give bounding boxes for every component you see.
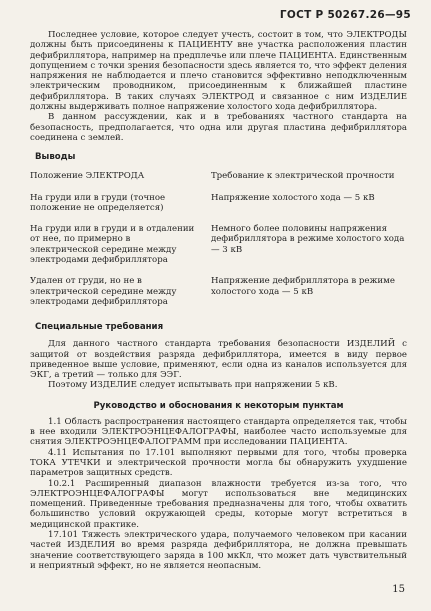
table-row [30,193,407,225]
col-header-requirement: Требование к электрической прочности [210,171,395,182]
standard-header: ГОСТ Р 50267.26—95 [279,9,411,21]
guide-paragraph-2: 4.11 Испытания по 17.101 выполняют первыми для того, чтобы проверка ТОКА УТЕЧКИ и электрической прочности могла бы обнаружить ухудшение параметров защитных средств. [30,447,407,479]
requirement-cell: Напряжение дефибриллятора в режиме холостого хода — 5 кВ [210,276,395,297]
page-number: 15 [392,584,405,595]
special-paragraph-1: Для данного частного стандарта требования безопасности ИЗДЕЛИЙ с защитой от воздействия разряда дефибриллятора, имеется в виду первое приведенное выше условие, применяют, если одна из каналов используется для ЭКГ, а третий — только для ЭЭГ. [30,339,407,381]
conclusions-heading: Выводы [35,152,76,163]
table-row [30,276,407,318]
position-cell: На груди или в груди и в отдалении от нее, по примерно в электрической середине между электродами дефибриллятора [30,224,195,266]
conclusions-table [30,171,407,318]
intro-paragraph-2: В данном рассуждении, как и в требованиях частного стандарта на безопасность, предполагается, что одна или другая пластина дефибриллятора соединена с землей. [30,112,407,143]
table-row [30,224,407,276]
guide-heading: Руководство и обоснования к некоторым пунктам [93,400,344,411]
intro-section [30,30,407,143]
guide-paragraph-1: 1.1 Область распространения настоящего стандарта определяется так, чтобы в нее входили ЭЛЕКТРОЭНЦЕФАЛОГРАФЫ, наиболее часто используемые для снятия ЭЛЕКТРОЭНЦЕФАЛОГРАММ при исследовании ПАЦИЕНТА. [30,416,407,448]
position-cell: Удален от груди, но не в электрической середине между электродами дефибриллятора [30,276,177,307]
col-header-position: Положение ЭЛЕКТРОДА [30,171,145,182]
guide-paragraph-3: 10.2.1 Расширенный диапазон влажности требуется из-за того, что ЭЛЕКТРОЭНЦЕФАЛОГРАФЫ могут использоваться вне медицинских помещений. Приведенные требования предназначены для того, чтобы охватить большинство условий окружающей среды, которые могут встретиться в медицинской практике. [30,478,407,530]
special-requirements-heading: Специальные требования [35,322,164,333]
special-paragraph-2: Поэтому ИЗДЕЛИЕ следует испытывать при напряжении 5 кВ. [48,380,338,391]
position-cell: На груди или в груди (точное положение не определяется) [30,192,166,213]
table-header-row [30,171,407,192]
guide-paragraph-4: 17.101 Тяжесть электрического удара, получаемого человеком при касании частей ИЗДЕЛИЯ во время разряда дефибриллятора, не должна превышать значение соответствующего заряда в 100 мкКл, что может дать чувствительный и неприятный эффект, но не является неопасным. [30,529,407,571]
intro-paragraph-1: Последнее условие, которое следует учесть, состоит в том, что ЭЛЕКТРОДЫ должны быть присоединены к ПАЦИЕНТУ вне участка расположения пластин дефибриллятора, например на предплечье или плече ПАЦИЕНТА. Единственным допущением с точки зрения безопасности здесь является то, что эффект деления напряжения не наблюдается и плечо становится эффективно неподключенным электрическим проводником, присоединенным к ближайшей пластине дефибриллятора. В таких случаях ЭЛЕКТРОД и связанное с ним ИЗДЕЛИЕ должны выдерживать полное напряжение холостого хода дефибриллятора. [30,30,407,113]
requirement-cell: Напряжение холостого хода — 5 кВ [210,192,375,203]
requirement-cell: Немного более половины напряжения дефибриллятора в режиме холостого хода — 3 кВ [210,224,405,255]
